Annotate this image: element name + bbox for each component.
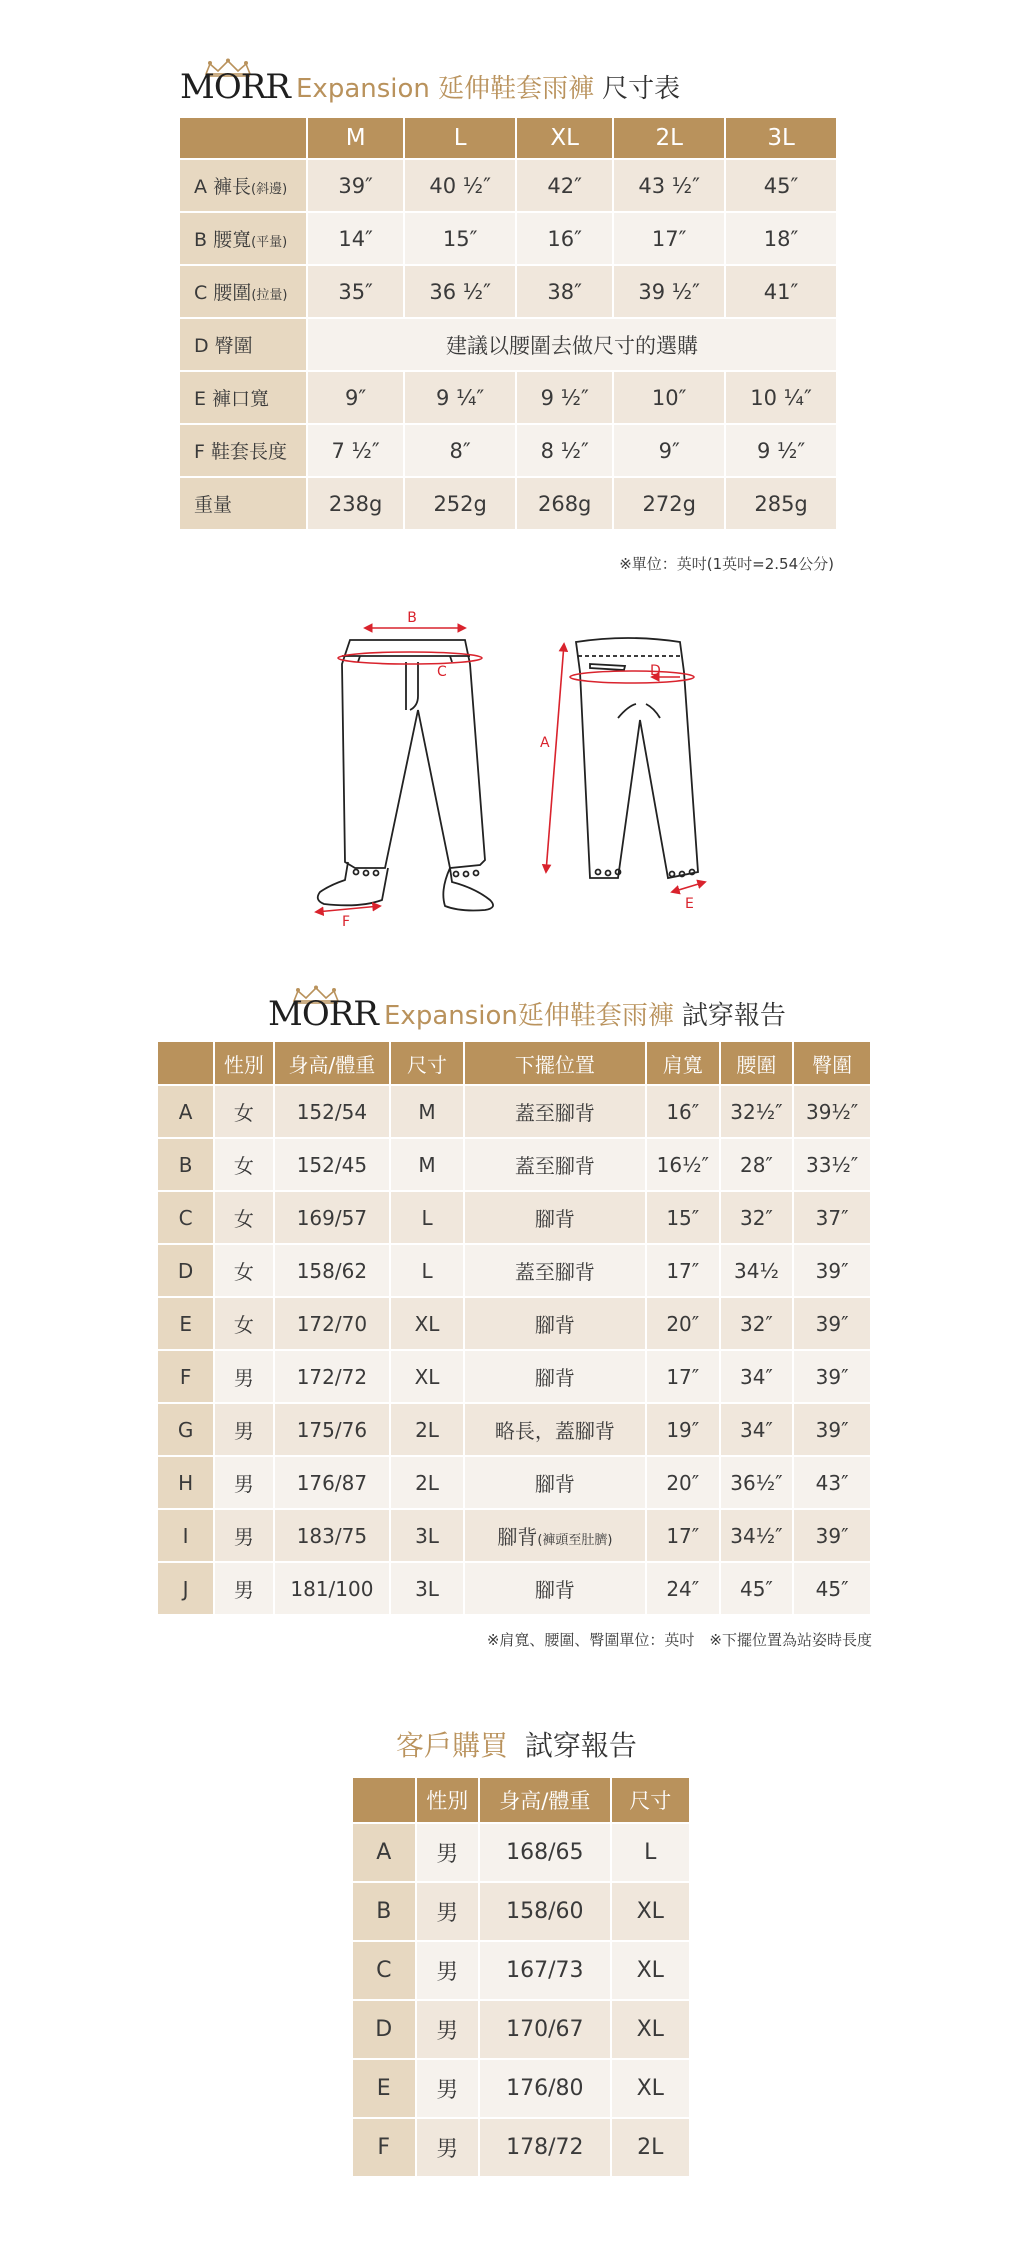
size-cell: 2L [391, 1404, 463, 1455]
size-cell: 3L [391, 1510, 463, 1561]
shoulder-cell: 24″ [647, 1563, 719, 1614]
table-cell: 35″ [308, 266, 403, 317]
hip-cell: 45″ [794, 1563, 870, 1614]
row-id: F [353, 2119, 415, 2176]
table-row [353, 2119, 689, 2176]
table-row [158, 1298, 870, 1349]
hip-cell: 39″ [794, 1404, 870, 1455]
row-id: D [353, 2001, 415, 2058]
hem-cell [465, 1351, 645, 1402]
height-weight-cell: 181/100 [275, 1563, 390, 1614]
header-size: 尺寸 [612, 1778, 689, 1822]
row-label-text: C 腰圍 [194, 282, 252, 304]
row-label [180, 266, 306, 317]
row-label-sub: (拉量) [251, 288, 288, 303]
header-waist: 腰圍 [721, 1042, 793, 1084]
measurement-markers [316, 628, 705, 912]
row-id: H [158, 1457, 213, 1508]
table-cell: 8″ [405, 425, 515, 476]
brand-logo [180, 58, 290, 107]
height-weight-cell: 172/72 [275, 1351, 390, 1402]
header-size-xl: XL [517, 118, 612, 158]
table-row [353, 1883, 689, 1940]
size-cell: L [391, 1192, 463, 1243]
waist-cell: 28″ [721, 1139, 793, 1190]
brand-logo [268, 985, 378, 1034]
hip-cell: 39½″ [794, 1086, 870, 1137]
gender-cell: 男 [417, 1824, 479, 1881]
hip-cell: 39″ [794, 1351, 870, 1402]
row-id: D [158, 1245, 213, 1296]
table-row [158, 1245, 870, 1296]
hem-text: 蓋至腳背 [514, 1101, 595, 1125]
height-weight-cell: 152/45 [275, 1139, 390, 1190]
size-cell: XL [612, 2001, 689, 2058]
size-cell: 3L [391, 1563, 463, 1614]
gender-cell: 男 [417, 2119, 479, 2176]
header-shoulder: 肩寬 [647, 1042, 719, 1084]
height-weight-cell: 158/60 [480, 1883, 609, 1940]
table-row [353, 2060, 689, 2117]
table-cell: 38″ [517, 266, 612, 317]
trial-report-title-suffix: 試穿報告 [681, 1001, 786, 1031]
table-row [180, 425, 836, 476]
pants-measurement-diagram [300, 600, 720, 930]
table-cell: 36 ½″ [405, 266, 515, 317]
waist-cell: 32½″ [721, 1086, 793, 1137]
customer-report-table [351, 1776, 691, 2178]
header-gender: 性別 [417, 1778, 479, 1822]
size-cell: XL [391, 1351, 463, 1402]
hem-text: 腳背 [534, 1207, 575, 1231]
shoulder-cell: 20″ [647, 1457, 719, 1508]
table-cell: 8 ½″ [517, 425, 612, 476]
height-weight-cell: 172/70 [275, 1298, 390, 1349]
row-label [180, 425, 306, 476]
shoulder-cell: 16½″ [647, 1139, 719, 1190]
table-row [180, 160, 836, 211]
row-id: F [158, 1351, 213, 1402]
gender-cell: 男 [215, 1510, 272, 1561]
row-id: A [158, 1086, 213, 1137]
table-row [180, 478, 836, 529]
size-cell: XL [612, 1883, 689, 1940]
table-cell: 10 ¼″ [726, 372, 836, 423]
table-row [158, 1139, 870, 1190]
table-row [158, 1086, 870, 1137]
table-cell: 9″ [308, 372, 403, 423]
table-row [353, 1824, 689, 1881]
gender-cell: 男 [215, 1457, 272, 1508]
shoulder-cell: 17″ [647, 1245, 719, 1296]
row-label [180, 372, 306, 423]
hem-text: 蓋至腳背 [514, 1154, 595, 1178]
row-label-sub: (平量) [251, 235, 288, 250]
customer-header-row [353, 1778, 689, 1822]
gender-cell: 男 [417, 2001, 479, 2058]
label-f: F [342, 914, 351, 930]
gender-cell: 女 [215, 1245, 272, 1296]
header-size-2l: 2L [614, 118, 724, 158]
height-weight-cell: 168/65 [480, 1824, 609, 1881]
hem-subtext: (褲頭至肚臍) [537, 1533, 613, 1548]
size-chart-title: Expansion 延伸鞋套雨褲 [296, 74, 595, 104]
header-size-l: L [405, 118, 515, 158]
header-size: 尺寸 [391, 1042, 463, 1084]
row-label [180, 319, 306, 370]
hem-cell [465, 1139, 645, 1190]
waist-cell: 32″ [721, 1192, 793, 1243]
height-weight-cell: 176/80 [480, 2060, 609, 2117]
header-corner [158, 1042, 213, 1084]
waist-cell: 34″ [721, 1351, 793, 1402]
unit-note: ※單位：英吋(1英吋=2.54公分) [619, 555, 834, 573]
hem-text: 腳背 [534, 1578, 575, 1602]
header-corner [180, 118, 306, 158]
table-cell: 40 ½″ [405, 160, 515, 211]
customer-report-title-suffix: 試穿報告 [524, 1729, 637, 1762]
table-cell: 42″ [517, 160, 612, 211]
table-row [180, 266, 836, 317]
hem-text: 蓋至腳背 [514, 1260, 595, 1284]
waist-cell: 34″ [721, 1404, 793, 1455]
gender-cell: 女 [215, 1192, 272, 1243]
header-size-3l: 3L [726, 118, 836, 158]
table-row [180, 372, 836, 423]
row-id: I [158, 1510, 213, 1561]
label-a: A [540, 735, 550, 751]
header-hem-position: 下擺位置 [465, 1042, 645, 1084]
trial-report-table [156, 1040, 872, 1616]
size-chart-title-suffix: 尺寸表 [602, 74, 681, 104]
front-pants-outline [318, 640, 493, 911]
row-label [180, 213, 306, 264]
hip-cell: 33½″ [794, 1139, 870, 1190]
table-cell: 17″ [614, 213, 724, 264]
size-cell: 2L [612, 2119, 689, 2176]
gender-cell: 男 [417, 1883, 479, 1940]
hem-text: 腳背 [534, 1313, 575, 1337]
table-row [180, 319, 836, 370]
waist-cell: 36½″ [721, 1457, 793, 1508]
trial-header-row [158, 1042, 870, 1084]
label-b: B [407, 610, 417, 626]
shoulder-cell: 16″ [647, 1086, 719, 1137]
hem-cell [465, 1457, 645, 1508]
size-cell: M [391, 1139, 463, 1190]
hem-cell [465, 1404, 645, 1455]
hip-cell: 39″ [794, 1298, 870, 1349]
gender-cell: 男 [417, 2060, 479, 2117]
size-cell: 2L [391, 1457, 463, 1508]
shoulder-cell: 17″ [647, 1510, 719, 1561]
table-cell: 238g [308, 478, 403, 529]
hem-cell [465, 1510, 645, 1561]
height-weight-cell: 167/73 [480, 1942, 609, 1999]
table-row [158, 1510, 870, 1561]
table-cell: 7 ½″ [308, 425, 403, 476]
size-cell: L [612, 1824, 689, 1881]
gender-cell: 男 [417, 1942, 479, 1999]
waist-cell: 34½″ [721, 1510, 793, 1561]
customer-report-heading [396, 1724, 637, 1764]
gender-cell: 男 [215, 1351, 272, 1402]
size-cell: M [391, 1086, 463, 1137]
hem-text: 腳背 [497, 1525, 538, 1549]
table-cell: 14″ [308, 213, 403, 264]
row-label [180, 160, 306, 211]
header-height-weight: 身高/體重 [480, 1778, 609, 1822]
table-cell: 9 ½″ [726, 425, 836, 476]
brand-logo-text: MORR [268, 994, 378, 1034]
table-cell: 268g [517, 478, 612, 529]
row-id: E [353, 2060, 415, 2117]
row-id: C [353, 1942, 415, 1999]
gender-cell: 女 [215, 1086, 272, 1137]
table-cell: 39″ [308, 160, 403, 211]
shoulder-cell: 20″ [647, 1298, 719, 1349]
table-cell: 10″ [614, 372, 724, 423]
table-row [158, 1351, 870, 1402]
table-row [353, 1942, 689, 1999]
size-chart-header-row [180, 118, 836, 158]
label-c: C [437, 664, 447, 680]
table-row [158, 1404, 870, 1455]
hem-text: 腳背 [534, 1472, 575, 1496]
trial-report-title: Expansion延伸鞋套雨褲 [384, 1001, 674, 1031]
label-d: D [650, 663, 661, 679]
shoulder-cell: 15″ [647, 1192, 719, 1243]
waist-cell: 45″ [721, 1563, 793, 1614]
waist-cell: 34½ [721, 1245, 793, 1296]
brand-logo-text: MORR [180, 67, 290, 107]
merged-cell: 建議以腰圍去做尺寸的選購 [308, 319, 836, 370]
table-cell: 16″ [517, 213, 612, 264]
height-weight-cell: 158/62 [275, 1245, 390, 1296]
trial-report-heading [268, 985, 786, 1034]
row-id: G [158, 1404, 213, 1455]
gender-cell: 男 [215, 1404, 272, 1455]
header-hip: 臀圍 [794, 1042, 870, 1084]
hem-cell [465, 1298, 645, 1349]
row-label-sub: (斜邊) [251, 182, 288, 197]
header-height-weight: 身高/體重 [275, 1042, 390, 1084]
row-id: J [158, 1563, 213, 1614]
table-row [158, 1192, 870, 1243]
table-cell: 43 ½″ [614, 160, 724, 211]
hem-cell [465, 1245, 645, 1296]
row-label-text: A 褲長 [194, 176, 252, 198]
table-cell: 252g [405, 478, 515, 529]
header-gender: 性別 [215, 1042, 272, 1084]
height-weight-cell: 175/76 [275, 1404, 390, 1455]
row-id: B [158, 1139, 213, 1190]
hem-text: 略長，蓋腳背 [494, 1419, 615, 1443]
table-row [180, 213, 836, 264]
row-label-text: 重量 [194, 494, 233, 516]
height-weight-cell: 170/67 [480, 2001, 609, 2058]
table-cell: 9″ [614, 425, 724, 476]
row-label-text: E 褲口寬 [194, 388, 270, 410]
shoulder-cell: 19″ [647, 1404, 719, 1455]
table-row [158, 1563, 870, 1614]
table-cell: 272g [614, 478, 724, 529]
gender-cell: 女 [215, 1298, 272, 1349]
height-weight-cell: 178/72 [480, 2119, 609, 2176]
hem-cell [465, 1563, 645, 1614]
table-cell: 9 ½″ [517, 372, 612, 423]
size-cell: XL [612, 2060, 689, 2117]
header-size-m: M [308, 118, 403, 158]
customer-report-title: 客戶購買 [396, 1729, 509, 1762]
height-weight-cell: 183/75 [275, 1510, 390, 1561]
size-cell: XL [612, 1942, 689, 1999]
label-e: E [685, 896, 694, 912]
size-chart-heading [180, 58, 681, 107]
hip-cell: 39″ [794, 1245, 870, 1296]
size-cell: L [391, 1245, 463, 1296]
table-cell: 9 ¼″ [405, 372, 515, 423]
hip-cell: 37″ [794, 1192, 870, 1243]
row-id: C [158, 1192, 213, 1243]
back-pants-outline [576, 638, 698, 878]
row-label [180, 478, 306, 529]
row-id: B [353, 1883, 415, 1940]
table-cell: 18″ [726, 213, 836, 264]
row-label-text: F 鞋套長度 [194, 441, 287, 463]
height-weight-cell: 176/87 [275, 1457, 390, 1508]
height-weight-cell: 152/54 [275, 1086, 390, 1137]
size-chart-table [178, 116, 838, 531]
hip-cell: 43″ [794, 1457, 870, 1508]
hem-cell [465, 1192, 645, 1243]
table-row [353, 2001, 689, 2058]
row-id: E [158, 1298, 213, 1349]
table-row [158, 1457, 870, 1508]
table-cell: 41″ [726, 266, 836, 317]
table-cell: 285g [726, 478, 836, 529]
row-id: A [353, 1824, 415, 1881]
height-weight-cell: 169/57 [275, 1192, 390, 1243]
gender-cell: 女 [215, 1139, 272, 1190]
hem-cell [465, 1086, 645, 1137]
table-cell: 39 ½″ [614, 266, 724, 317]
table-cell: 45″ [726, 160, 836, 211]
size-cell: XL [391, 1298, 463, 1349]
table-cell: 15″ [405, 213, 515, 264]
waist-cell: 32″ [721, 1298, 793, 1349]
hip-cell: 39″ [794, 1510, 870, 1561]
row-label-text: D 臀圍 [194, 335, 253, 357]
shoulder-cell: 17″ [647, 1351, 719, 1402]
gender-cell: 男 [215, 1563, 272, 1614]
header-corner [353, 1778, 415, 1822]
row-label-text: B 腰寬 [194, 229, 252, 251]
trial-report-note: ※肩寬、腰圍、臀圍單位：英吋 ※下擺位置為站姿時長度 [486, 1631, 872, 1649]
hem-text: 腳背 [534, 1366, 575, 1390]
